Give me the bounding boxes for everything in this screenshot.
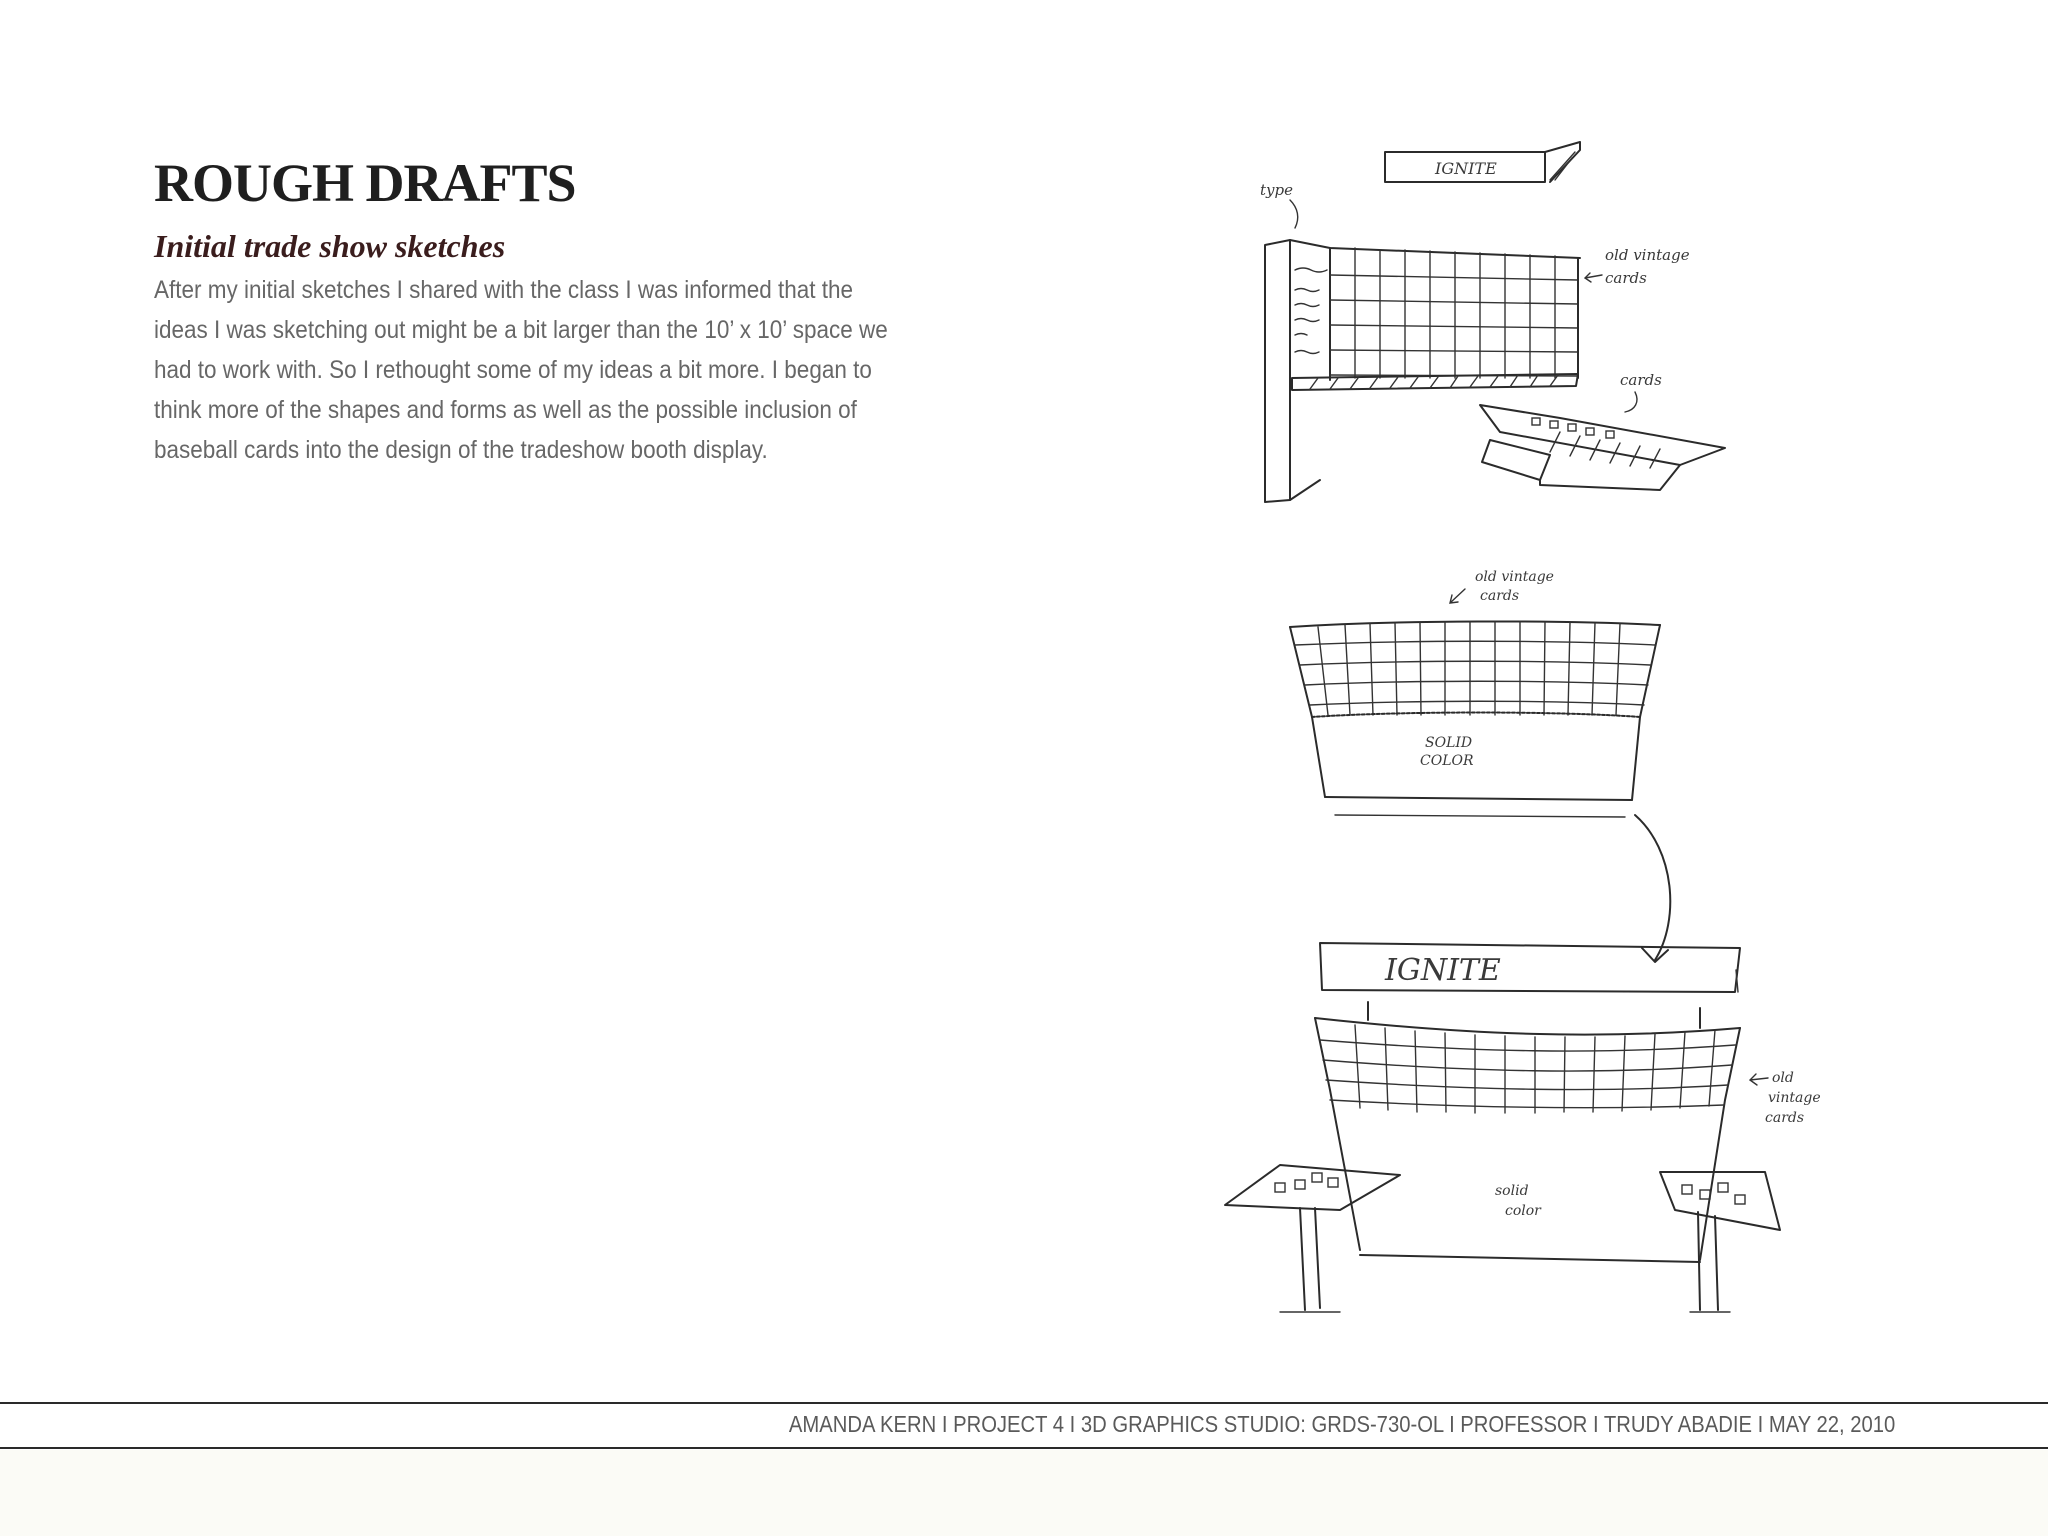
bottom-note-solid-1: solid: [1495, 1183, 1529, 1199]
middle-note-solid-1: SOLID: [1425, 735, 1473, 751]
top-note-type: type: [1260, 181, 1293, 199]
middle-note-vintage-1: old vintage: [1475, 569, 1554, 585]
bottom-note-vintage-1: old: [1772, 1070, 1794, 1086]
sketch-middle-banner: [1280, 565, 1680, 830]
sketch-middle-drawing: [1280, 565, 1680, 830]
paper-texture-strip: [0, 1450, 2048, 1536]
page-subtitle: Initial trade show sketches: [154, 228, 506, 264]
top-note-vintage-1: old vintage: [1605, 246, 1690, 264]
top-note-cards: cards: [1620, 371, 1662, 389]
sketch-bottom-booth: [1220, 940, 1840, 1320]
top-note-vintage-2: cards: [1605, 269, 1647, 287]
bottom-note-solid-2: color: [1505, 1203, 1541, 1219]
bottom-note-vintage-3: cards: [1765, 1110, 1805, 1126]
page-title: ROUGH DRAFTS: [154, 153, 576, 213]
bottom-sign-text: IGNITE: [1385, 953, 1501, 988]
sketch-bottom-drawing: [1220, 940, 1840, 1320]
footer-rule-bottom: [0, 1447, 2048, 1449]
body-paragraph: After my initial sketches I shared with the class I was informed that the ideas I was sketching out might be a bit larger than the 10’ x 10’ space we had to work with. So I rethought some of my ideas a bit more. I began to think more of the shapes and forms as well as the possible inclusion of baseball cards into the design of the tradeshow booth display.: [154, 276, 888, 464]
bottom-note-vintage-2: vintage: [1768, 1090, 1821, 1106]
sketch-top-booth: [1250, 140, 1730, 520]
sketch-top-drawing: [1250, 140, 1730, 520]
middle-note-vintage-2: cards: [1480, 588, 1520, 604]
middle-note-solid-2: COLOR: [1420, 753, 1474, 769]
footer-rule-top: [0, 1402, 2048, 1404]
top-sign-text: IGNITE: [1435, 159, 1497, 178]
footer-credit: AMANDA KERN I PROJECT 4 I 3D GRAPHICS STUDIO: GRDS-730-OL I PROFESSOR I TRUDY ABADIE I MAY 22, 2010: [788, 1411, 1895, 1437]
